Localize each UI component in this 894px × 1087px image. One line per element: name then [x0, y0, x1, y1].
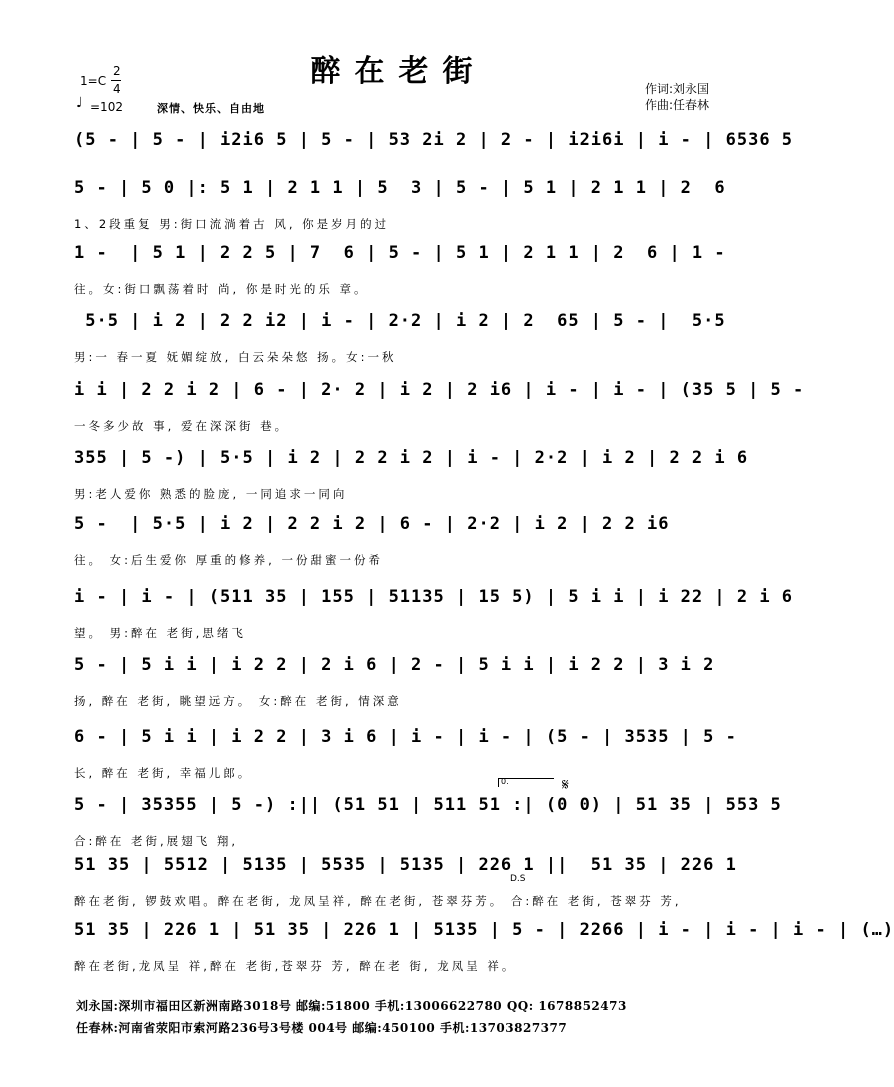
time-signature-divider [111, 80, 121, 81]
mood-marking: 深情、快乐、自由地 [157, 102, 265, 115]
lyrics: 往。女:街口飘荡着时 尚, 你是时光的乐 章。 [74, 282, 369, 296]
footer-contact-composer: 任春林:河南省荥阳市索河路236号3号楼 004号 邮编:450100 手机:13703827377 [76, 1021, 568, 1035]
notation: 1 - | 5 1 | 2 2 5 | 7 6 | 5 - | 5 1 | 2 1 1 | 2 6 | 1 - [74, 243, 726, 263]
lyrics: 男:老人爱你 熟悉的脸庞, 一同追求一同向 [74, 487, 348, 501]
lyrics: 醉在老街,龙凤呈 祥,醉在 老街,苍翠芬 芳, 醉在老 街, 龙凤呈 祥。 [74, 959, 517, 973]
notation: 5 - | 5·5 | i 2 | 2 2 i 2 | 6 - | 2·2 | i 2 | 2 2 i6 [74, 514, 670, 534]
lyrics: 一冬多少故 事, 爱在深深街 巷。 [74, 419, 290, 433]
lyricist-credit: 作词:刘永国 [645, 82, 710, 96]
staff-line-13 [74, 920, 894, 994]
song-title: 醉在老街 [310, 54, 487, 89]
staff-line-3 [74, 243, 724, 317]
staff-line-2 [74, 178, 724, 252]
footer-contact-lyricist: 刘永国:深圳市福田区新洲南路3018号 邮编:51800 手机:13006622780 QQ: 1678852473 [76, 999, 627, 1013]
lyrics: 长, 醉在 老街, 幸福儿郎。 [74, 766, 253, 780]
time-signature-top: 2 [113, 64, 121, 78]
lyrics: 扬, 醉在 老街, 眺望远方。 女:醉在 老街, 情深意 [74, 694, 402, 708]
notation: 51 35 | 5512 | 5135 | 5535 | 5135 | 226 1 || 51 35 | 226 1 [74, 855, 737, 875]
staff-line-8 [74, 587, 794, 661]
volta-number: 0. [501, 777, 509, 786]
key-signature: 1=C [80, 74, 107, 88]
notation: (5 - | 5 - | i2i6 5 | 5 - | 53 2i 2 | 2 - | i2i6i | i - | 6536 5 [74, 130, 794, 150]
lyrics: 合:醉在 老街,展翅飞 翔, [74, 834, 238, 848]
notation: i i | 2 2 i 2 | 6 - | 2· 2 | i 2 | 2 i6 | i - | i - | (35 5 | 5 - [74, 380, 805, 400]
notation: 6 - | 5 i i | i 2 2 | 3 i 6 | i - | i - | (5 - | 3535 | 5 - [74, 727, 737, 747]
lyrics: 醉在老街, 锣鼓欢唱。醉在老街, 龙凤呈祥, 醉在老街, 苍翠芬芳。 合:醉在 老街, 苍翠芬 芳, [74, 894, 682, 908]
lyrics: 望。 男:醉在 老街,思绪飞 [74, 626, 246, 640]
lyrics: 1、2段重复 男:街口流淌着古 风, 你是岁月的过 [74, 217, 390, 231]
lyrics: 往。 女:后生爱你 厚重的修养, 一份甜蜜一份希 [74, 553, 383, 567]
notation: 51 35 | 226 1 | 51 35 | 226 1 | 5135 | 5 - | 2266 | i - | i - | i - | (…) [74, 920, 894, 940]
time-signature-bottom: 4 [113, 82, 121, 96]
staff-line-7 [74, 514, 724, 588]
staff-line-10 [74, 727, 737, 801]
tempo: =102 [90, 100, 123, 114]
notation: 5 - | 35355 | 5 -) :|| (51 51 | 511 51 :| (0 0) | 51 35 | 553 5 [74, 795, 782, 815]
notation: 5·5 | i 2 | 2 2 i2 | i - | 2·2 | i 2 | 2 65 | 5 - | 5·5 [74, 311, 726, 331]
segno-icon: 𝄋 [562, 775, 569, 794]
staff-line-4 [74, 311, 724, 385]
notation: 355 | 5 -) | 5·5 | i 2 | 2 2 i 2 | i - | 2·2 | i 2 | 2 2 i 6 [74, 448, 749, 468]
dal-segno-mark: D.S [510, 874, 526, 884]
staff-line-12 [74, 855, 737, 929]
composer-credit: 作曲:任春林 [645, 98, 710, 112]
staff-line-5 [74, 380, 805, 454]
staff-line-6 [74, 448, 749, 522]
notation: 5 - | 5 0 |: 5 1 | 2 1 1 | 5 3 | 5 - | 5 1 | 2 1 1 | 2 6 [74, 178, 726, 198]
quarter-note-icon: ♩ [76, 95, 83, 111]
notation: 5 - | 5 i i | i 2 2 | 2 i 6 | 2 - | 5 i i | i 2 2 | 3 i 2 [74, 655, 715, 675]
staff-line-9 [74, 655, 724, 729]
lyrics: 男:一 春一夏 妩媚绽放, 白云朵朵悠 扬。女:一秋 [74, 350, 397, 364]
notation: i - | i - | (511 35 | 155 | 51135 | 15 5) | 5 i i | i 22 | 2 i 6 [74, 587, 794, 607]
